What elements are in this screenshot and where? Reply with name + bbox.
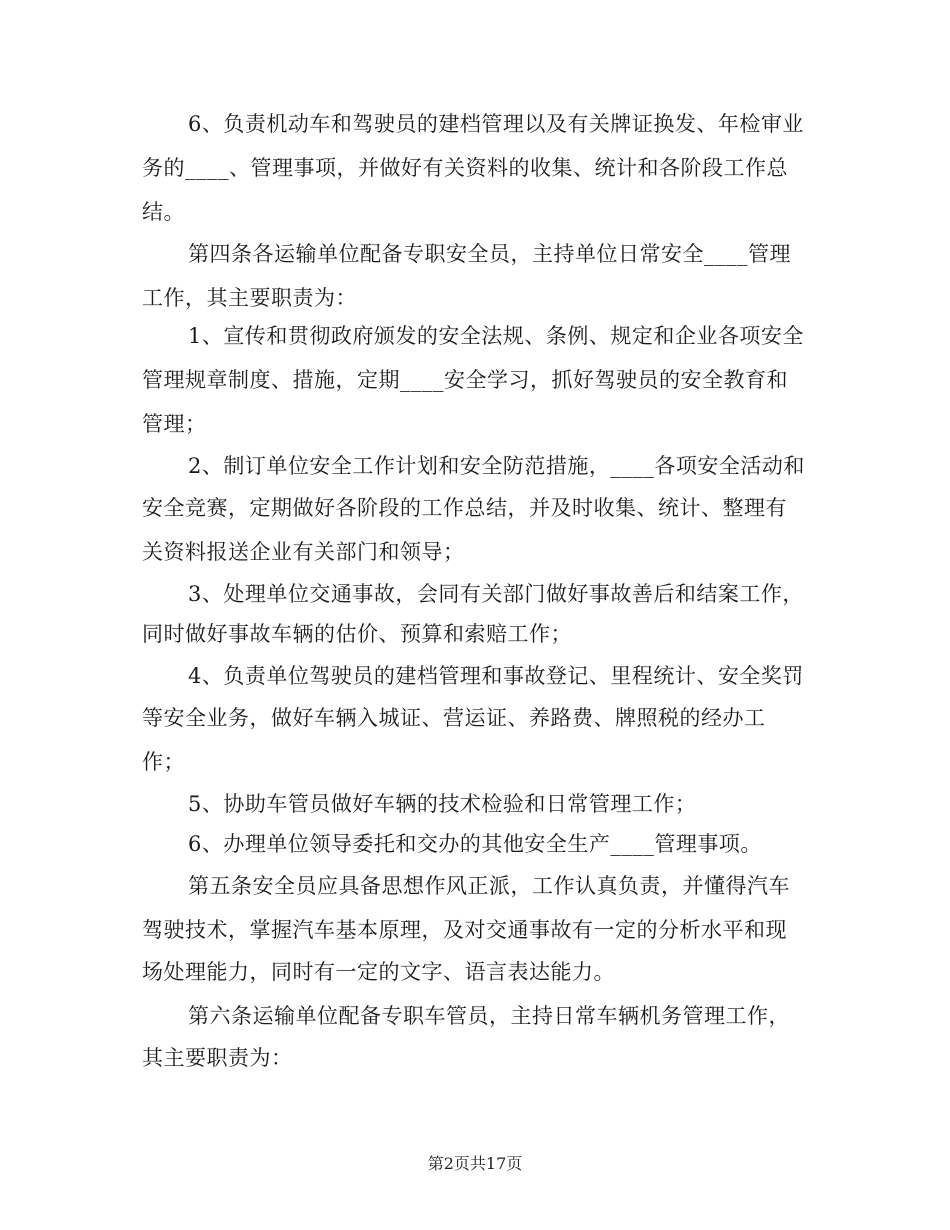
text-line: 同时做好事故车辆的估价、预算和索赔工作；: [142, 622, 572, 646]
text-line: 务的____、管理事项，并做好有关资料的收集、统计和各阶段工作总: [142, 156, 788, 180]
text-line: 安全竞赛，定期做好各阶段的工作总结，并及时收集、统计、整理有: [142, 496, 787, 520]
text-line: 3、处理单位交通事故，会同有关部门做好事故善后和结案工作，: [188, 582, 804, 606]
text-line: 2、制订单位安全工作计划和安全防范措施，____各项安全活动和: [188, 454, 805, 478]
text-line: 第六条运输单位配备专职车管员，主持日常车辆机务管理工作，: [188, 1004, 790, 1028]
page-number-footer: 第2页共17页: [427, 1154, 523, 1173]
text-line: 6、负责机动车和驾驶员的建档管理以及有关牌证换发、年检审业: [188, 112, 804, 136]
text-line: 工作，其主要职责为：: [142, 286, 357, 310]
text-line: 管理；: [142, 412, 207, 436]
text-line: 5、协助车管员做好车辆的技术检验和日常管理工作；: [188, 792, 697, 816]
text-line: 驾驶技术，掌握汽车基本原理，及对交通事故有一定的分析水平和现: [142, 918, 787, 942]
text-line: 6、办理单位领导委托和交办的其他安全生产____管理事项。: [188, 832, 762, 856]
text-line: 场处理能力，同时有一定的文字、语言表达能力。: [142, 960, 615, 984]
text-line: 第四条各运输单位配备专职安全员，主持单位日常安全____管理: [188, 242, 791, 266]
text-line: 等安全业务，做好车辆入城证、营运证、养路费、牌照税的经办工: [142, 706, 766, 730]
text-line: 结。: [142, 200, 185, 224]
text-line: 1、宣传和贯彻政府颁发的安全法规、条例、规定和企业各项安全: [188, 324, 804, 348]
text-line: 作；: [142, 750, 185, 774]
text-line: 其主要职责为：: [142, 1046, 293, 1070]
text-line: 4、负责单位驾驶员的建档管理和事故登记、里程统计、安全奖罚: [188, 664, 804, 688]
text-line: 第五条安全员应具备思想作风正派，工作认真负责，并懂得汽车: [188, 874, 790, 898]
text-line: 管理规章制度、措施，定期____安全学习，抓好驾驶员的安全教育和: [142, 368, 788, 392]
text-line: 关资料报送企业有关部门和领导；: [142, 540, 465, 564]
